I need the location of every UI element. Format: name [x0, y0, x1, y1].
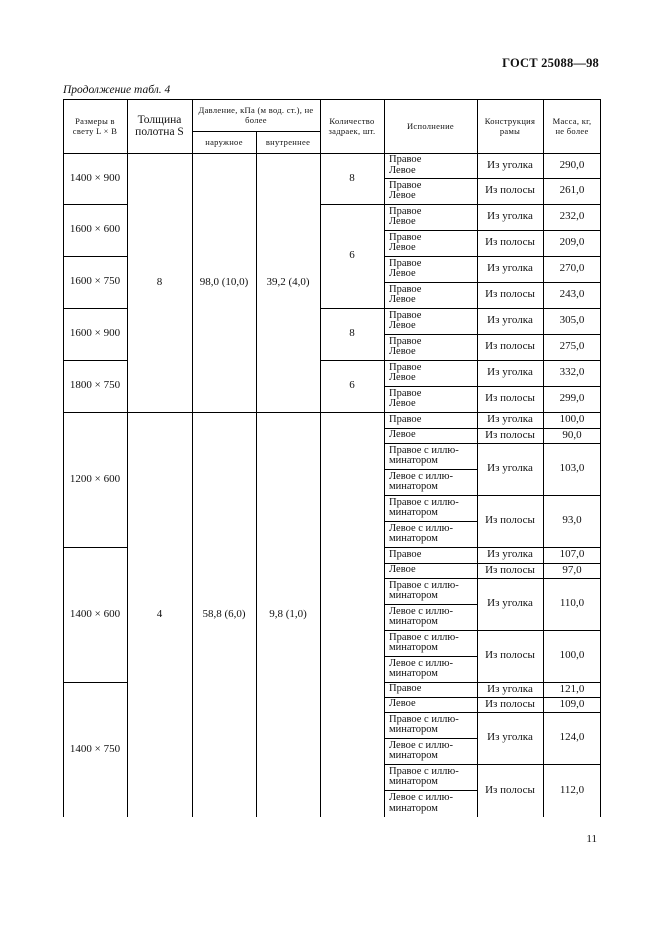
version-cell: Правое с иллю- минатором — [389, 713, 459, 735]
version-cell: Правое с иллю- минатором — [389, 444, 459, 466]
mass-cell: 93,0 — [562, 514, 582, 527]
version-cell: Левое — [389, 564, 416, 576]
pressure-outer-cell: 58,8 (6,0) — [202, 607, 246, 620]
table-caption: Продолжение табл. 4 — [63, 84, 171, 96]
mass-cell: 232,0 — [559, 210, 585, 223]
version-cell: Правое Левое — [389, 387, 422, 409]
design-cell: Из полосы — [485, 697, 535, 710]
design-cell: Из уголка — [487, 366, 533, 379]
col-header-version: Исполнение — [406, 121, 455, 131]
design-cell: Из уголка — [487, 314, 533, 327]
size-cell: 1200 × 600 — [69, 472, 121, 485]
design-cell: Из уголка — [487, 413, 533, 426]
version-cell: Левое — [389, 429, 416, 441]
design-cell: Из полосы — [485, 184, 535, 197]
size-cell: 1400 × 600 — [69, 607, 121, 620]
size-cell: 1400 × 900 — [69, 171, 121, 184]
latches-cell: 6 — [349, 249, 355, 262]
version-cell: Левое с иллю- минатором — [389, 739, 453, 761]
mass-cell: 124,0 — [559, 731, 585, 744]
version-cell: Левое с иллю- минатором — [389, 792, 453, 814]
design-cell: Из уголка — [487, 462, 533, 475]
mass-cell: 290,0 — [559, 158, 585, 171]
design-cell: Из уголка — [487, 548, 533, 561]
col-header-design: Конструкция рамы — [484, 116, 536, 136]
version-cell: Правое с иллю- минатором — [389, 631, 459, 653]
mass-cell: 299,0 — [559, 392, 585, 405]
version-cell: Правое с иллю- минатором — [389, 579, 459, 601]
thickness-cell: 8 — [156, 275, 163, 288]
design-cell: Из полосы — [485, 563, 535, 576]
mass-cell: 305,0 — [559, 314, 585, 327]
mass-cell: 110,0 — [559, 597, 585, 610]
version-cell: Правое Левое — [389, 309, 422, 331]
version-cell: Левое с иллю- минатором — [389, 522, 453, 544]
size-cell: 1600 × 900 — [69, 327, 121, 340]
version-cell: Правое Левое — [389, 257, 422, 279]
mass-cell: 209,0 — [559, 236, 585, 249]
version-cell: Левое — [389, 698, 416, 710]
version-cell: Правое Левое — [389, 154, 422, 176]
pressure-outer-cell: 98,0 (10,0) — [199, 275, 249, 288]
mass-cell: 261,0 — [559, 184, 585, 197]
standard-number: ГОСТ 25088—98 — [502, 56, 599, 70]
version-cell: Правое Левое — [389, 231, 422, 253]
mass-cell: 112,0 — [559, 783, 585, 796]
design-cell: Из уголка — [487, 682, 533, 695]
version-cell: Правое — [389, 548, 422, 560]
version-cell: Правое Левое — [389, 179, 422, 201]
version-cell: Правое Левое — [389, 361, 422, 383]
version-cell: Правое — [389, 683, 422, 695]
design-cell: Из полосы — [485, 649, 535, 662]
version-cell: Левое с иллю- минатором — [389, 605, 453, 627]
version-cell: Правое с иллю- минатором — [389, 765, 459, 787]
size-cell: 1800 × 750 — [69, 379, 121, 392]
col-header-pressure-inner: внутреннее — [265, 137, 311, 147]
mass-cell: 109,0 — [559, 697, 585, 710]
thickness-cell: 4 — [156, 607, 163, 620]
design-cell: Из полосы — [485, 392, 535, 405]
design-cell: Из полосы — [485, 514, 535, 527]
mass-cell: 270,0 — [559, 262, 585, 275]
col-header-pressure-outer: наружное — [205, 137, 243, 147]
mass-cell: 243,0 — [559, 288, 585, 301]
table-rule — [63, 99, 601, 100]
mass-cell: 100,0 — [559, 649, 585, 662]
design-cell: Из полосы — [485, 288, 535, 301]
mass-cell: 332,0 — [559, 366, 585, 379]
design-cell: Из полосы — [485, 340, 535, 353]
design-cell: Из уголка — [487, 597, 533, 610]
version-cell: Левое с иллю- минатором — [389, 657, 453, 679]
version-cell: Левое с иллю- минатором — [389, 470, 453, 492]
latches-cell: 6 — [349, 379, 355, 392]
col-header-size: Размеры в свету L × B — [72, 116, 118, 136]
col-header-latches: Количество задраек, шт. — [328, 116, 376, 136]
design-cell: Из полосы — [485, 783, 535, 796]
version-cell: Правое Левое — [389, 335, 422, 357]
specification-table — [63, 99, 601, 817]
col-header-pressure: Давление, кПа (м вод. ст.), не более — [198, 105, 314, 125]
design-cell: Из полосы — [485, 236, 535, 249]
col-header-mass: Масса, кг, не более — [552, 116, 592, 136]
latches-cell: 8 — [349, 327, 355, 340]
design-cell: Из уголка — [487, 262, 533, 275]
mass-cell: 90,0 — [562, 428, 582, 441]
version-cell: Правое Левое — [389, 283, 422, 305]
mass-cell: 107,0 — [559, 548, 585, 561]
design-cell: Из уголка — [487, 158, 533, 171]
version-cell: Правое Левое — [389, 205, 422, 227]
design-cell: Из полосы — [485, 428, 535, 441]
mass-cell: 275,0 — [559, 340, 585, 353]
mass-cell: 121,0 — [559, 682, 585, 695]
version-cell: Правое с иллю- минатором — [389, 496, 459, 518]
pressure-inner-cell: 39,2 (4,0) — [266, 275, 310, 288]
design-cell: Из уголка — [487, 731, 533, 744]
mass-cell: 103,0 — [559, 462, 585, 475]
mass-cell: 100,0 — [559, 413, 585, 426]
table-rule — [320, 412, 384, 413]
version-cell: Правое — [389, 413, 422, 425]
pressure-inner-cell: 9,8 (1,0) — [269, 607, 307, 620]
size-cell: 1600 × 750 — [69, 275, 121, 288]
size-cell: 1600 × 600 — [69, 223, 121, 236]
mass-cell: 97,0 — [562, 563, 582, 576]
size-cell: 1400 × 750 — [69, 742, 121, 755]
col-header-thickness: Толщина полотна S — [135, 114, 184, 138]
design-cell: Из уголка — [487, 210, 533, 223]
latches-cell: 8 — [349, 171, 355, 184]
page-number: 11 — [586, 833, 597, 845]
